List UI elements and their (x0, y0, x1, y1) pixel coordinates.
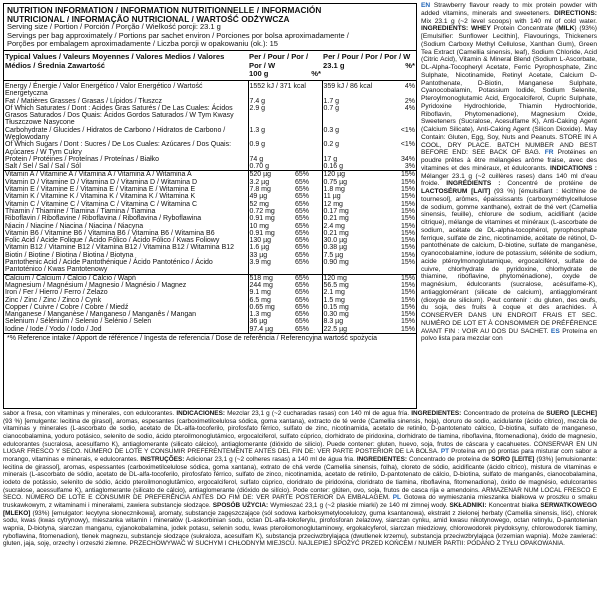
perserving-ri: 15% (400, 193, 415, 201)
perserving-value: 30.0 µg (322, 237, 372, 244)
nutrient-name: Vitamin K / Vitamine K / Vitamina K / Vitamina K / Witamina K (5, 193, 196, 201)
serving-size: Serving size / Portion / Porción / Porção / Wielkość porcji: 23.1 g (7, 22, 221, 32)
perserving-value: 0.7 g (322, 105, 372, 127)
perserving-value: 0.38 µg (322, 244, 372, 251)
nutrition-row (4, 156, 416, 163)
nutrition-row (4, 186, 416, 193)
ingredient-text: INGRÉDIENTS : (446, 180, 501, 188)
per100-ri: 65% (295, 215, 310, 223)
per100-ri: 65% (295, 281, 310, 289)
ingredient-text: Proteína em pó prontas para misturar com sabor a morango, vitaminas e minerais, e edulcorantes. (3, 448, 597, 463)
per100-ri: 65% (295, 222, 310, 230)
nutrition-row (4, 304, 416, 311)
perserving-value: 12 mg (322, 201, 372, 208)
per100-ri: 65% (294, 274, 322, 282)
nutrition-row (4, 201, 416, 208)
perserving-ri: 15% (400, 222, 415, 230)
perserving-value: 0.90 mg (322, 259, 372, 274)
nutrition-row (4, 252, 416, 259)
perserving-value: 1.5 mg (322, 297, 372, 304)
ingredient-text: INGREDIENTES: (411, 410, 462, 417)
perserving-value: 17 g (322, 156, 372, 163)
perserving-ri: 15% (400, 178, 415, 186)
per100-value: 0.91 mg (248, 215, 294, 222)
perserving-value: 7.5 µg (322, 252, 372, 259)
per100-ri: 65% (295, 289, 310, 297)
per100-ri: 65% (295, 200, 310, 208)
nutrition-row (4, 80, 416, 97)
nutrient-name: Vitamin E / Vitamine E / Vitamina E / Vitamina E / Witamina E (5, 186, 196, 194)
per100-ri: 65% (295, 193, 310, 201)
per100-ri: 65% (295, 318, 310, 326)
perserving-ri: 15% (400, 325, 415, 333)
perserving-value: 359 kJ / 86 kcal (322, 80, 372, 97)
ingredient-text: Proteína en polvo lista para mezclar con (421, 327, 597, 343)
perserving-ri: 15% (400, 215, 415, 223)
per100-value: 0.65 mg (248, 304, 294, 311)
per100-ri: 65% (295, 244, 310, 252)
nutrition-row (4, 274, 416, 282)
ingredient-text: SPOSÓB UŻYCIA: (212, 501, 269, 509)
nutrient-name: Manganese / Manganèse / Manganeso / Manganês / Mangan (5, 311, 197, 319)
nutrient-name: Zinc / Zinc / Zinc / Zinco / Cynk (5, 296, 102, 304)
nutrient-name: Vitamin B12 / Vitamine B12 / Vitamina B12 / Vitamina B12 / Witamina B12 (5, 244, 235, 252)
nutrition-row (4, 105, 416, 127)
ingredient-text: INDICACIONES: (176, 410, 225, 417)
perserving-ri: 15% (372, 171, 416, 179)
ingredient-text: INGREDIENTS: WHEY (421, 25, 491, 33)
nutrition-row (4, 98, 416, 105)
nutrient-name: Energy / Énergie / Valor Energético / Valor Energético / Wartość Energetyczna (4, 80, 248, 97)
perserving-ri: 15% (400, 289, 415, 297)
perserving-ri: 15% (400, 303, 415, 311)
nutrient-name: Of Which Saturates / Dont : Acides Gras Saturés / De Las Cuales: Ácidos Grasos Saturados / Dos Quais: Ácidos Gordos Saturados / W Tym Kwasy Tłuszczowe Nasycone (5, 104, 234, 127)
per100-ri: 65% (295, 207, 310, 215)
perserving-value: 1.8 mg (322, 186, 372, 193)
nutrient-name: Niacin / Niacine / Niacina / Niacina / Niacyna (5, 222, 144, 230)
reference-intake-footnote: *% Reference intake / Apport de référence / Ingesta de referencia / Dose de referência / Referencyjna wartość spożycia (4, 333, 416, 344)
nutrient-name: Magnesium / Magnésium / Magnesio / Magnésio / Magnez (5, 281, 187, 289)
perserving-ri: 15% (400, 251, 415, 259)
nutrient-name: Of Which Sugars / Dont : Sucres / De Los Cuales: Azúcares / Dos Quais: Açúcares / W Tym Cukry (5, 141, 232, 156)
col-ri2-header: %* (405, 60, 415, 70)
language-label: ES (550, 327, 560, 335)
per100-ri (294, 156, 322, 163)
per100-value: 3.9 mg (248, 259, 294, 274)
per100-value: 1.3 g (248, 127, 294, 142)
nutrient-name: Vitamin D / Vitamine D / Vitamina D / Vitamina D / Witamina D (5, 178, 198, 186)
nutrition-row (4, 311, 416, 318)
perserving-ri: 3% (404, 163, 415, 171)
nutrient-name: Biotin / Biotine / Biotina / Biotina / Biotyna (5, 251, 134, 259)
per100-value: 130 µg (248, 237, 294, 244)
perserving-ri: 34% (400, 155, 415, 163)
perserving-value: 0.17 mg (322, 208, 372, 215)
per100-ri: 65% (295, 303, 310, 311)
perserving-value: 22.5 µg (322, 326, 372, 333)
ingredient-text: INGREDIENTES: (356, 455, 407, 463)
per100-value: 97.4 µg (248, 326, 294, 333)
ingredient-text: (93 %) [émulsifiant : lécithine de tournesol], arômes, épaississants (carboxyméthylcellulose de sodium, gomme xanthane), extrait de thé vert (Camellia sinensis, feuille), chlorure de sodium, acidifiant (acide citrique), mélange de vitamines et minéraux (L-ascorbate de sodium, acétate de DL-alpha-tocophérol, pyrophosphate ferrique, sulfate de zinc, nicotinamide, acétate de rétinol, D-pantothénate de calcium, D-biotine, sulfate de manganèse, cyanocobalamine, iodure de potassium, sélénite de sodium, acide ptéroylmonoglutamique, ergocalciférol, sulfate de cuivre, chlorhydrate de pyridoxine, chlorhydrate de thiamine, riboflavine, phytoménadione), oxyde de magnésium, édulcorants (sucralose, acésulfame-K), antiagglomérant (silicate de calcium), antiagglomérant (dioxyde de silicium). Peut contenir : du gluten, des œufs, du soja, des fruits à coque et des arachides. À CONSERVER DANS UN ENDROIT FRAIS ET SEC. NUMÉRO DE LOT ET À CONSOMMER DE PRÉFÉRENCE AVANT FIN : VOIR AU DOS DU SACHET. (421, 188, 597, 335)
perserving-ri: 15% (400, 186, 415, 194)
perserving-ri: 15% (400, 207, 415, 215)
per100-value: 52 mg (248, 201, 294, 208)
perserving-ri: 4% (372, 80, 416, 97)
ingredient-text: Concentré de protéine de (500, 180, 597, 188)
ingredient-text: INSTRUÇÕES: (140, 455, 185, 463)
nutrient-name: Salt / Sel / Sal / Sal / Sól (5, 163, 81, 171)
ingredient-text: Strawberry flavour ready to mix protein powder with added vitamins, minerals and sweeteners. (421, 2, 597, 17)
per100-ri (294, 141, 322, 156)
perserving-value: 0.15 mg (322, 304, 372, 311)
nutrition-row (4, 237, 416, 244)
perserving-ri: 4% (404, 104, 415, 112)
ingredients-side-text (421, 2, 597, 343)
per100-value: 33 µg (248, 252, 294, 259)
perserving-value: 2.1 mg (322, 289, 372, 296)
per100-ri: 65% (295, 229, 310, 237)
nutrition-row (4, 289, 416, 296)
ingredient-text: (93%) [emulsionante: lecitina de girassol], aromas, espessantes (carboximetilcelulose sódica, goma xantana), extrato de chá verde (Camellia sinensis, folha), cloreto de sódio, acidificante (ácido cítrico), mistura de vitaminas e minerais (L-ascorbato de sódio, acetato de DL-alfa-tocoferilo, pirofosfato férrico, sulfato de zinco, nicotinamida, acetato de retinilo, D-pantotenato de cálcio, D-biotina, sulfato de manganês, cianocobalamina, iodeto de potássio, selenito de sódio, ácido pteroilmonoglutâmico, ergocalciferol, sulfato cúprico, cloridrato de piridoxina, cloridrato de tiamina, riboflavina, fitomenadiona), óxido de magnésio, edulcorantes (sucralose, acessulfame K), antiaglomerante (silicato de cálcio), antiaglomerante (dióxido de silício). Pode conter: glúten, ovo, soja, frutos de casca rija e amendoins. ARMAZENAR NUM LOCAL FRESCO E SECO. NÚMERO DE LOTE E CONSUMIR DE PREFERÊNCIA ANTES DO FIM DE: VER PARTE POSTERIOR DA EMBALAGEM. (3, 455, 597, 502)
per100-ri (294, 163, 322, 171)
nutrition-row (4, 259, 416, 274)
nutrition-row (4, 163, 416, 171)
per100-value: 10 mg (248, 223, 294, 230)
per100-value: 6.5 mg (248, 297, 294, 304)
ingredient-text: SUERO [LECHE] (546, 410, 598, 417)
ingredient-text: LACTOSÉRUM [LAIT] (421, 188, 491, 195)
nutrient-name: Iron / Fer / Hierro / Ferro / Żelazo (5, 289, 108, 297)
per100-value: 1.3 mg (248, 311, 294, 318)
ingredient-text: Wymieszać 23,1 g (~2 płaskie miarki) ze 140 ml zimnej wody. (268, 501, 450, 509)
per100-ri: 65% (295, 296, 310, 304)
nutrition-panel (3, 3, 417, 409)
per100-ri: 65% (295, 237, 310, 245)
nutrition-row (4, 223, 416, 230)
ingredient-text: Mélanger 23.1 g (~2 cuillères rases) dans 140 ml d'eau froide. (421, 172, 597, 188)
nutrient-name: Vitamin A / Vitamine A / Vitamina A / Vitamina A / Witamina A (4, 171, 248, 179)
nutrient-name: Vitamin B6 / Vitamine B6 / Vitamina B6 / Vitamina B6 / Witamina B6 (5, 229, 215, 237)
perserving-ri: 15% (400, 229, 415, 237)
col-per100-unit: 100 g (249, 68, 269, 78)
perserving-ri: 15% (372, 274, 416, 282)
per100-value: 0.91 mg (248, 230, 294, 237)
nutrient-name: Fat / Matières Grasses / Grasas / Lípidos / Tłuszcz (5, 97, 163, 105)
servings-per-pack: Servings per bag approximately / Portions par sachet environ / Porciones por bolsa aproximadamente / (7, 30, 349, 40)
perserving-ri: <1% (400, 126, 415, 134)
per100-value: 520 µg (248, 171, 294, 179)
per100-ri (294, 105, 322, 127)
ingredient-text: SKŁADNIKI: (449, 501, 487, 509)
ingredient-text: Protein Concentrate ( (490, 25, 559, 33)
per100-value: 7.4 g (248, 98, 294, 105)
ingredient-text: Concentrado de proteína de (461, 410, 547, 417)
nutrient-name: Folic Acid / Acide Folique / Ácido Fólico / Ácido Fólico / Kwas Foliowy (5, 237, 220, 245)
nutrition-title-line2: NUTRICIONAL / INFORMAÇÃO NUTRICIONAL / WARTOŚĆ ODŻYWCZA (7, 13, 290, 24)
nutrition-row (4, 215, 416, 222)
per100-value: 49 µg (248, 193, 294, 200)
perserving-value: 0.75 µg (322, 179, 372, 186)
ingredient-text: Koncentrat białka (486, 501, 541, 509)
per100-value: 518 mg (248, 274, 294, 282)
per100-value: 0.70 g (248, 163, 294, 171)
nutrient-name: Copper / Cuivre / Cobre / Cobre / Miedź (5, 303, 129, 311)
ingredient-text: INDICATIONS : (550, 164, 598, 172)
nutrition-row (4, 171, 416, 179)
col-per100-header (248, 51, 322, 80)
perserving-ri: 15% (400, 237, 415, 245)
perserving-ri: 15% (400, 311, 415, 319)
nutrition-row (4, 127, 416, 142)
nutrition-table (4, 51, 416, 333)
nutrient-name: Iodine / Iode / Yodo / Iodo / Jod (5, 325, 102, 333)
col-perserving-unit: 23.1 g (323, 60, 345, 70)
language-label: EN (421, 2, 431, 9)
nutrition-table-header (4, 51, 416, 80)
nutrition-title-line1: NUTRITION INFORMATION / INFORMATION NUTRITIONNELLE / INFORMACIÓN (7, 5, 322, 15)
nutrition-row (4, 193, 416, 200)
perserving-value: 0.3 g (322, 127, 372, 142)
col-perserving-header (322, 51, 416, 80)
ingredient-text: Gotowa do wymieszania mieszanka białkowa w proszku o smaku truskawkowym, z witaminami i minerałami, zawiera substancje słodzące. (3, 494, 598, 509)
perserving-value: 120 mg (322, 274, 372, 282)
nutrient-name: Carbohydrate / Glucides / Hidratos de Carbono / Hidratos de Carbono / Węglowodany (5, 126, 226, 141)
per100-value: 74 g (248, 156, 294, 163)
language-label: FR (544, 149, 554, 157)
perserving-ri: 15% (400, 296, 415, 304)
per100-ri: 65% (295, 259, 310, 267)
nutrition-row (4, 297, 416, 304)
perserving-ri: 15% (400, 318, 415, 326)
perserving-value: 0.21 mg (322, 215, 372, 222)
perserving-value: 0.2 g (322, 141, 372, 156)
per100-ri: 65% (294, 171, 322, 179)
per100-value: 244 mg (248, 282, 294, 289)
servings-per-pack-cont: Porções por embalagem aproximadamente / Liczba porcji w opakowaniu (ok.): 15 (7, 39, 278, 48)
per100-ri: 65% (295, 251, 310, 259)
ingredient-text: MILK (558, 25, 575, 33)
nutrition-rows (4, 80, 416, 333)
nutrient-name: Calcium / Calcium / Calcio / Cálcio / Wapń (4, 274, 248, 282)
ingredient-text: DIRECTIONS: (554, 9, 597, 17)
nutrition-row (4, 208, 416, 215)
per100-value: 0.9 g (248, 141, 294, 156)
perserving-ri: 15% (400, 200, 415, 208)
nutrient-name: Vitamin C / Vitamine C / Vitamina C / Vitamina C / Witamina C (5, 200, 198, 208)
perserving-value: 0.21 mg (322, 230, 372, 237)
per100-ri: 65% (295, 311, 310, 319)
perserving-ri: 15% (400, 259, 415, 267)
nutrition-row (4, 141, 416, 156)
ingredients-bottom-text (3, 410, 597, 548)
per100-value: 2.9 g (248, 105, 294, 127)
nutrition-header (4, 4, 416, 51)
nutrition-row (4, 244, 416, 251)
per100-value: 7.8 mg (248, 186, 294, 193)
col-perserving-label: Per / Pour / Por / Por / W (323, 52, 411, 62)
per100-ri: 65% (295, 186, 310, 194)
nutrient-name: Pantothenic Acid / Acide Pantothénique / Ácido Pantoténico / Ácido Pantoténico / Kwas Pantotenowy (5, 259, 213, 274)
per100-value: 3.2 µg (248, 179, 294, 186)
perserving-ri: 15% (400, 244, 415, 252)
per100-value: 36 µg (248, 318, 294, 325)
col-per100-label: Per / Pour / Por / Por / W (249, 52, 309, 70)
per100-ri (294, 98, 322, 105)
perserving-value: 1.7 g (322, 98, 372, 105)
nutrition-row (4, 179, 416, 186)
ingredient-text: Mezclar 23,1 g (~2 cucharadas rasas) con 140 ml de agua fría. (224, 410, 412, 417)
ingredient-text: Protéines en poudre prêtes à être mélangées arôme fraise, avec des vitamines et des minéraux, et édulcorants. (421, 149, 598, 172)
product-label (3, 3, 597, 597)
nutrition-row (4, 326, 416, 333)
col-ri1-header: %* (311, 68, 321, 78)
per100-value: 0.72 mg (248, 208, 294, 215)
nutrition-row (4, 318, 416, 325)
per100-ri (294, 127, 322, 142)
ingredient-text: Concentrado de proteína de (406, 455, 492, 463)
ingredient-text: (93%) [emulgator: lecytyna słonecznikowa], aromaty, substancje zagęszczające (sól sodowa karboksymetylocelulozy, guma ksantanowa), ekstrakt z zielonej herbaty (Camellia sinensis, liść), chlorek sodu, kwas (kwas cytrynowy), mieszanka witamin i minerałów (L-askorbinian sodu, octan DL-alfa-tokoferylu, pirofosforan żelazowy, siarczan cynku, amid kwasu nikotynowego, octan retinylu, D-pantotenian wapnia, D-biotyna, siarczan manganu, cyjanokobalamina, jodek potasu, selenin sodu, kwas pteroilomonoglutaminowy, ergokalcyferol, siarczan miedziowy, chlorowodorek pirydoksyny, chlorowodorek tiaminy, ryboflawina, fitomenadion), tlenek magnezu, substancje słodzące (sukraloza, acesulfam K), substancja przeciwzbrylająca (dwutlenek krzemu), substancja przeciwzbrylająca (krzemian wapnia). Może zawierać: gluten, jaja, soję, orzechy i orzeszki ziemne. PRZECHOWYWAĆ W SUCHYM I CHŁODNYM MIEJSCU. NAJLEPIEJ SPOŻYĆ PRZED KOŃCEM / NUMER PARTII: PODANO Z TYŁU OPAKOWANIA. (3, 509, 597, 548)
per100-value: 9.1 mg (248, 289, 294, 296)
ingredient-text: SERWATKOWEGO [MLEKO] (3, 501, 597, 517)
ingredient-text: SORO [LEITE] (491, 455, 535, 463)
per100-value: 1.6 µg (248, 244, 294, 251)
per100-value: 1552 kJ / 371 kcal (248, 80, 294, 97)
col-name-header: Typical Values / Valeurs Moyennes / Valores Medios / Valores Médios / Średnia Zawartość (4, 51, 248, 80)
language-label: PL (392, 494, 401, 502)
nutrient-name: Thiamin / Thiamine / Tiamina / Tiamina / Tiamina (5, 207, 156, 215)
ingredient-text: Adicionar 23,1 g (~2 colheres rasas) a 140 ml de água fria. (184, 455, 357, 463)
nutrient-name: Riboflavin / Riboflavine / Riboflavina / Riboflavina / Ryboflawina (5, 215, 202, 223)
per100-ri: 65% (295, 178, 310, 186)
perserving-value: 120 µg (322, 171, 372, 179)
per100-ri: 65% (295, 325, 310, 333)
nutrient-name: Protein / Protéines / Proteínas / Proteínas / Białko (5, 155, 160, 163)
perserving-ri: 2% (404, 97, 415, 105)
perserving-ri: 15% (400, 281, 415, 289)
perserving-value: 11 µg (322, 193, 372, 200)
perserving-value: 2.4 mg (322, 223, 372, 230)
ingredient-text: (93 %) [emulgente: lecitina de girasol], aromas, espesantes (carboximetilcelulosa sódica, goma xantana), extracto de té verde (Camellia sinensis, hoja), cloruro de sodio, acidulante (ácido cítrico), mezcla de vitaminas y minerales (L-ascorbato de sodio, acetato de DL-alfa-tocoferilo, pirofosfato férrico, sulfato de zinc, nicotinamida, acetato de retinilo, D-pantotenato cálcico, D-biotina, sulfato de manganeso, cianocobalamina, yoduro potásico, selenito de sodio, ácido pteroilmonoglutámico, ergocalciferol, sulfato cúprico, clorhidrato de piridoxina, clorhidrato de tiamina, riboflavina, fitomenadiona), óxido de magnesio, edulcorantes (sucralosa, acesulfamo K), antiaglomerante (silicato cálcico), antiaglomerante (dióxido de silicio). Puede contener: gluten, huevo, soja, frutos de cáscara y cacahuetes. CONSERVAR EN UN LUGAR FRESCO Y SECO. NÚMERO DE LOTE Y CONSUMIR PREFERENTEMENTE ANTES DEL FIN DE: VER PARTE POSTERIOR DE LA BOLSA. (3, 417, 597, 456)
nutrient-name: Selenium / Sélénium / Selenio / Selénio / Selen (5, 318, 152, 326)
perserving-value: 8.3 µg (322, 318, 372, 325)
perserving-value: 0.16 g (322, 163, 372, 171)
ingredient-text: ) (93%) [Emulsifier: Sunflower Lecithin], Flavourings, Thickeners (Sodium Carboxy Methyl Cellulose, Xanthan Gum), Green Tea Extract (Camellia sinensis, leaf), Sodium Chloride, Acid (Citric Acid), Vitamin & Mineral Blend (Sodium L-Ascorbate, DL-Alpha-Tocopheryl Acetate, Ferric Pyrophosphate, Zinc Sulphate, Nicotinamide, Retinyl Acetate, Calcium D-Pantothenate, D-Biotin, Manganese Sulphate, Cyanocobalamin, Potassium Iodide, Sodium Selenite, Pteroylmonoglutamic Acid, Ergocalciferol, Cupric Sulphate, Pyridoxine Hydrochloride, Thiamin Hydrochloride, Riboflavin, Phytomenadione), Magnesium Oxide, Sweeteners (Sucralose, Acesulfame K), Anti-Caking Agent (Calcium Silicate), Anti-Caking Agent (Silicon Dioxide). May Contain: Gluten, Egg, Soy, Nuts and Peanuts. STORE IN A COOL, DRY PLACE. BATCH NUMBER AND BEST BEFORE END: SEE BACK OF BAG. (421, 25, 597, 157)
ingredient-text: Mix 23.1 g (~2 level scoops) with 140 ml of cold water. (421, 17, 597, 25)
perserving-value: 56.5 mg (322, 282, 372, 289)
perserving-ri: <1% (400, 141, 415, 149)
perserving-value: 0.30 mg (322, 311, 372, 318)
language-label: PT (440, 448, 450, 456)
ingredient-text: sabor a fresa, con vitaminas y minerales, con edulcorantes. (3, 410, 177, 417)
